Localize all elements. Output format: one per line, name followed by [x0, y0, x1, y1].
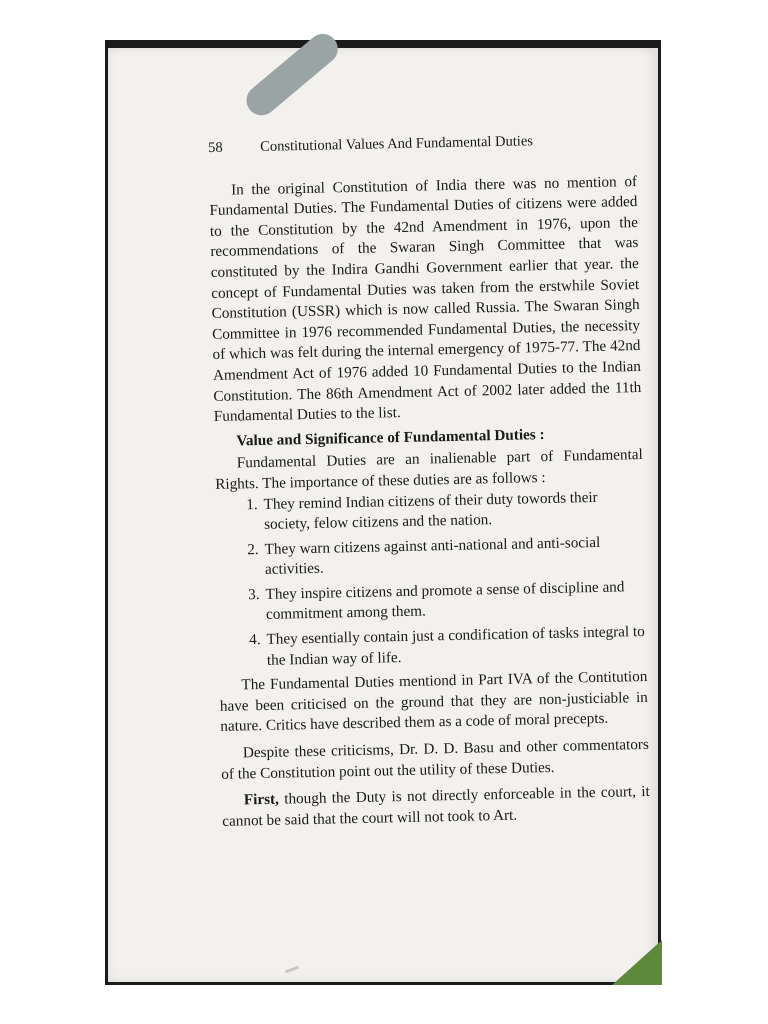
- first-lead: First,: [243, 790, 280, 809]
- significance-list: [215, 486, 647, 672]
- list-item: [217, 577, 646, 627]
- list-item-number: 3.: [248, 585, 260, 604]
- section-intro: Fundamental Duties are an inalienable part of Fundamental Rights. The importance of these duties are as follows :: [215, 446, 643, 493]
- criticism-paragraph: The Fundamental Duties mentiond in Part IVA of the Contitution have been criticised on the ground that they are non-justiciable in nature. Critics have described them as a code of moral precepts.: [219, 668, 648, 736]
- section-heading: Value and Significance of Fundamental Duties :: [236, 425, 545, 450]
- intro-paragraph: In the original Constitution of India there was no mention of Fundamental Duties. The Fundamental Duties of citizens were added to the Constitution by the 42nd Amendment in 1976, upon the recommendations of the Swaran Singh Committee that was constituted by the Indira Gandhi Government earlier that year. the concept of Fundamental Duties was taken from the erstwhile Soviet Constitution (USSR) which is now called Russia. The Swaran Singh Committee in 1976 recommended Fundamental Duties, the necessity of which was felt during the internal emergency of 1975-77. The 42nd Amendment Act of 1976 added 10 Fundamental Duties to the Indian Constitution. The 86th Amendment Act of 2002 later added the 11th Fundamental Duties to the list.: [209, 172, 642, 426]
- list-item: [216, 532, 645, 582]
- despite-paragraph: Despite these criticisms, Dr. D. D. Basu and other commentators of the Constitution point out the utility of these Duties.: [221, 735, 649, 783]
- list-item-text: They warn citizens against anti-national and anti-social activities.: [264, 533, 601, 579]
- list-item-text: They esentially contain just a condification of tasks integral to the Indian way of life.: [266, 623, 645, 669]
- page-number: 58: [208, 139, 223, 156]
- page-text: [208, 129, 650, 832]
- list-item: [218, 622, 647, 672]
- list-item: [215, 486, 644, 536]
- list-item-text: They remind Indian citizens of their duty towords their society, felow citizens and the nation.: [263, 488, 598, 534]
- list-item-number: 4.: [248, 631, 261, 649]
- first-rest: though the Duty is not directly enforceable in the court, it cannot be said that the court will not took to Art.: [222, 783, 650, 830]
- list-item-text: They inspire citizens and promote a sense of discipline and commitment among them.: [265, 578, 625, 624]
- list-item-number: 1.: [246, 495, 258, 513]
- running-title: Constitutional Values And Fundamental Duties: [260, 133, 534, 155]
- list-item-number: 2.: [247, 540, 259, 558]
